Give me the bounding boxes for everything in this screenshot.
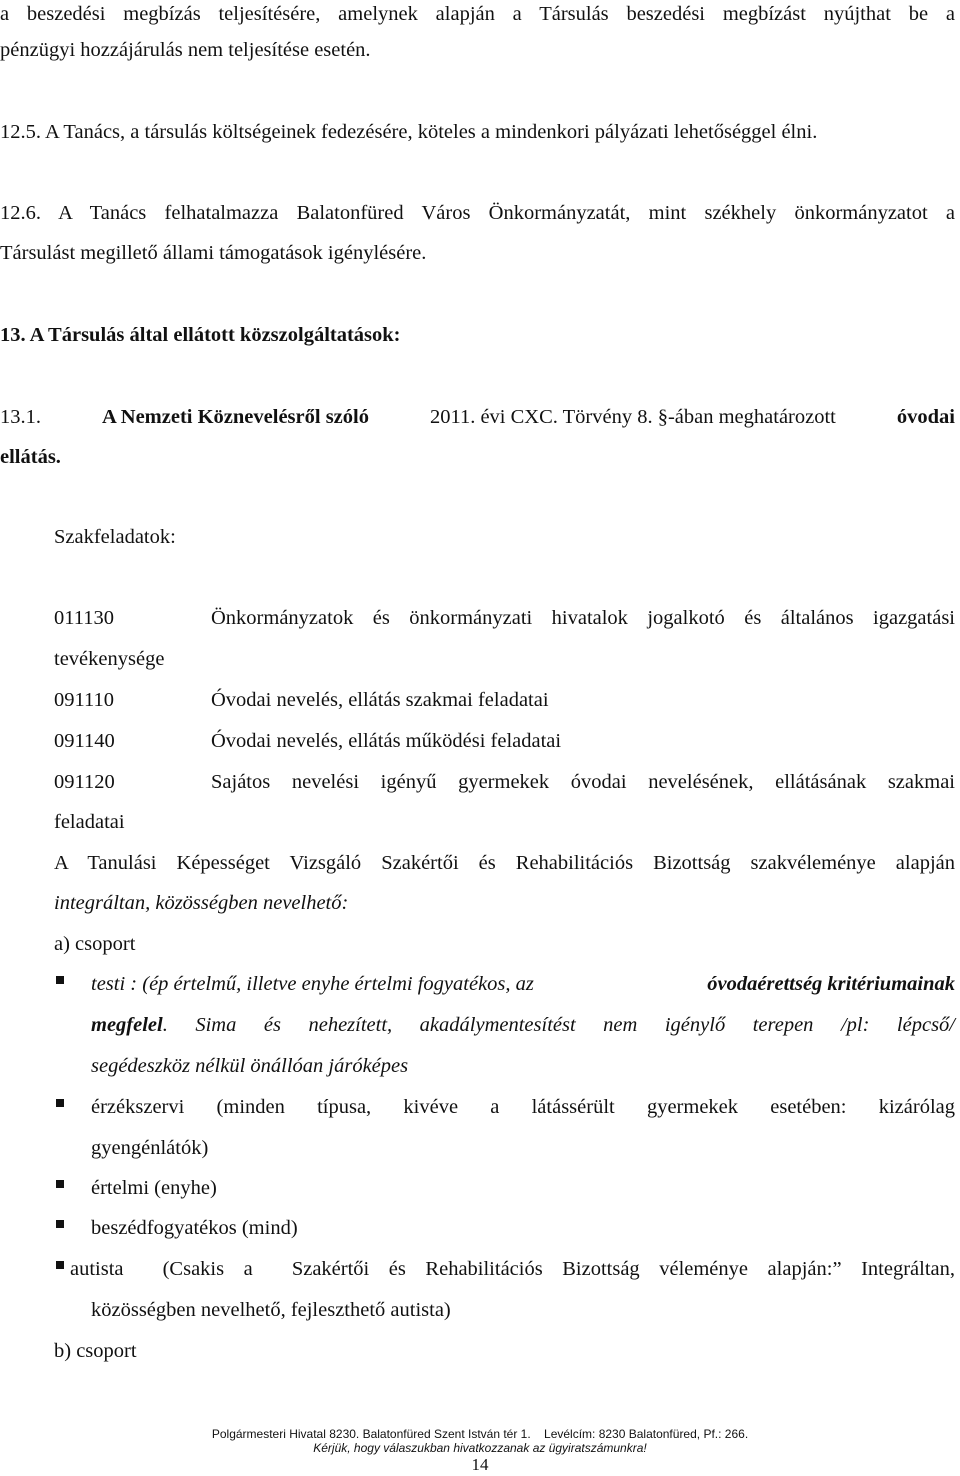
bullet-square-icon [56,1220,64,1228]
task-code: 091140 [54,730,115,752]
paragraph-12-5: 12.5. A Tanács, a társulás költségeinek fedezésére, köteles a mindenkori pályázati lehetőséggel élni. [0,121,818,143]
bullet-bold-text: óvodaérettség kritériumainak [707,973,955,995]
group-a-label: a) csoport [54,933,136,955]
bullet-5-line: közösségben nevelhető, fejleszthető autista) [91,1299,451,1321]
footer-address: Polgármesteri Hivatal 8230. Balatonfüred Szent István tér 1. Levélcím: 8230 Balatonfüred, Pf.: 266. [211,1427,749,1441]
section-13-1-line: ellátás. [0,446,61,468]
footer-note: Kérjük, hogy válaszukban hivatkozzanak az ügyiratszámunkra! [313,1441,647,1455]
tasks-label: Szakfeladatok: [54,526,176,548]
bullet-square-icon [56,1261,64,1269]
bullet-3-text: értelmi (enyhe) [91,1177,217,1199]
bullet-2-line: érzékszervi (minden típusa, kivéve a látássérült gyermekek esetében: kizárólag [91,1096,955,1118]
section-13-heading: 13. A Társulás által ellátott közszolgáltatások: [0,324,401,346]
section-13-1-line [0,404,955,431]
paragraph-line: pénzügyi hozzájárulás nem teljesítése esetén. [0,39,371,61]
task-description-continued: feladatai [54,811,125,833]
bullet-square-icon [56,1099,64,1107]
bullet-bold-text: megfelel [91,1014,163,1036]
group-b-label: b) csoport [54,1340,137,1362]
bullet-square-icon [56,1180,64,1188]
bullet-5-line: autista (Csakis a Szakértői és Rehabilitációs Bizottság véleménye alapján:” Integráltan, [70,1258,955,1280]
bullet-text: testi : (ép értelmű, illetve enyhe értelmi fogyatékos, az [91,973,534,995]
section-13-1-law-text: 2011. évi CXC. Törvény 8. §-ában meghatározott [429,406,836,428]
bullet-square-icon [56,976,64,984]
bullet-1-line: segédeszköz nélkül önállóan járóképes [91,1055,409,1077]
committee-line: A Tanulási Képességet Vizsgáló Szakértői és Rehabilitációs Bizottság szakvéleménye alapján [54,852,955,874]
paragraph-12-6-line: 12.6. A Tanács felhatalmazza Balatonfüred Város Önkormányzatát, mint székhely önkormányzatot a [0,202,955,224]
section-13-1-bold-text: A Nemzeti Köznevelésről szóló [101,406,369,428]
paragraph-line: a beszedési megbízás teljesítésére, amelynek alapján a Társulás beszedési megbízást nyújthat be a [0,3,955,25]
bullet-text: . Sima és nehezített, akadálymentesítést nem igénylő terepen /pl: lépcső/ [162,1014,955,1036]
bullet-1-line [91,1012,955,1039]
paragraph-12-6-line: Társulást megillető állami támogatások igénylésére. [0,242,427,264]
section-13-1-number: 13.1. [0,406,41,428]
task-description: Óvodai nevelés, ellátás szakmai feladatai [211,689,549,711]
bullet-1-line [91,971,955,998]
task-description: Önkormányzatok és önkormányzati hivatalok jogalkotó és általános igazgatási [211,607,955,629]
task-code: 091120 [54,771,115,793]
bullet-2-line: gyengénlátók) [91,1137,209,1159]
task-description-continued: tevékenysége [54,648,165,670]
section-13-1-bold-text: óvodai [896,406,955,428]
page-number: 14 [471,1455,489,1474]
task-description: Óvodai nevelés, ellátás működési feladatai [211,730,562,752]
task-code: 091110 [54,689,114,711]
bullet-4-text: beszédfogyatékos (mind) [91,1217,298,1239]
task-code: 011130 [54,607,114,629]
committee-line: integráltan, közösségben nevelhető: [54,892,349,914]
task-description: Sajátos nevelési igényű gyermekek óvodai nevelésének, ellátásának szakmai [211,771,955,793]
